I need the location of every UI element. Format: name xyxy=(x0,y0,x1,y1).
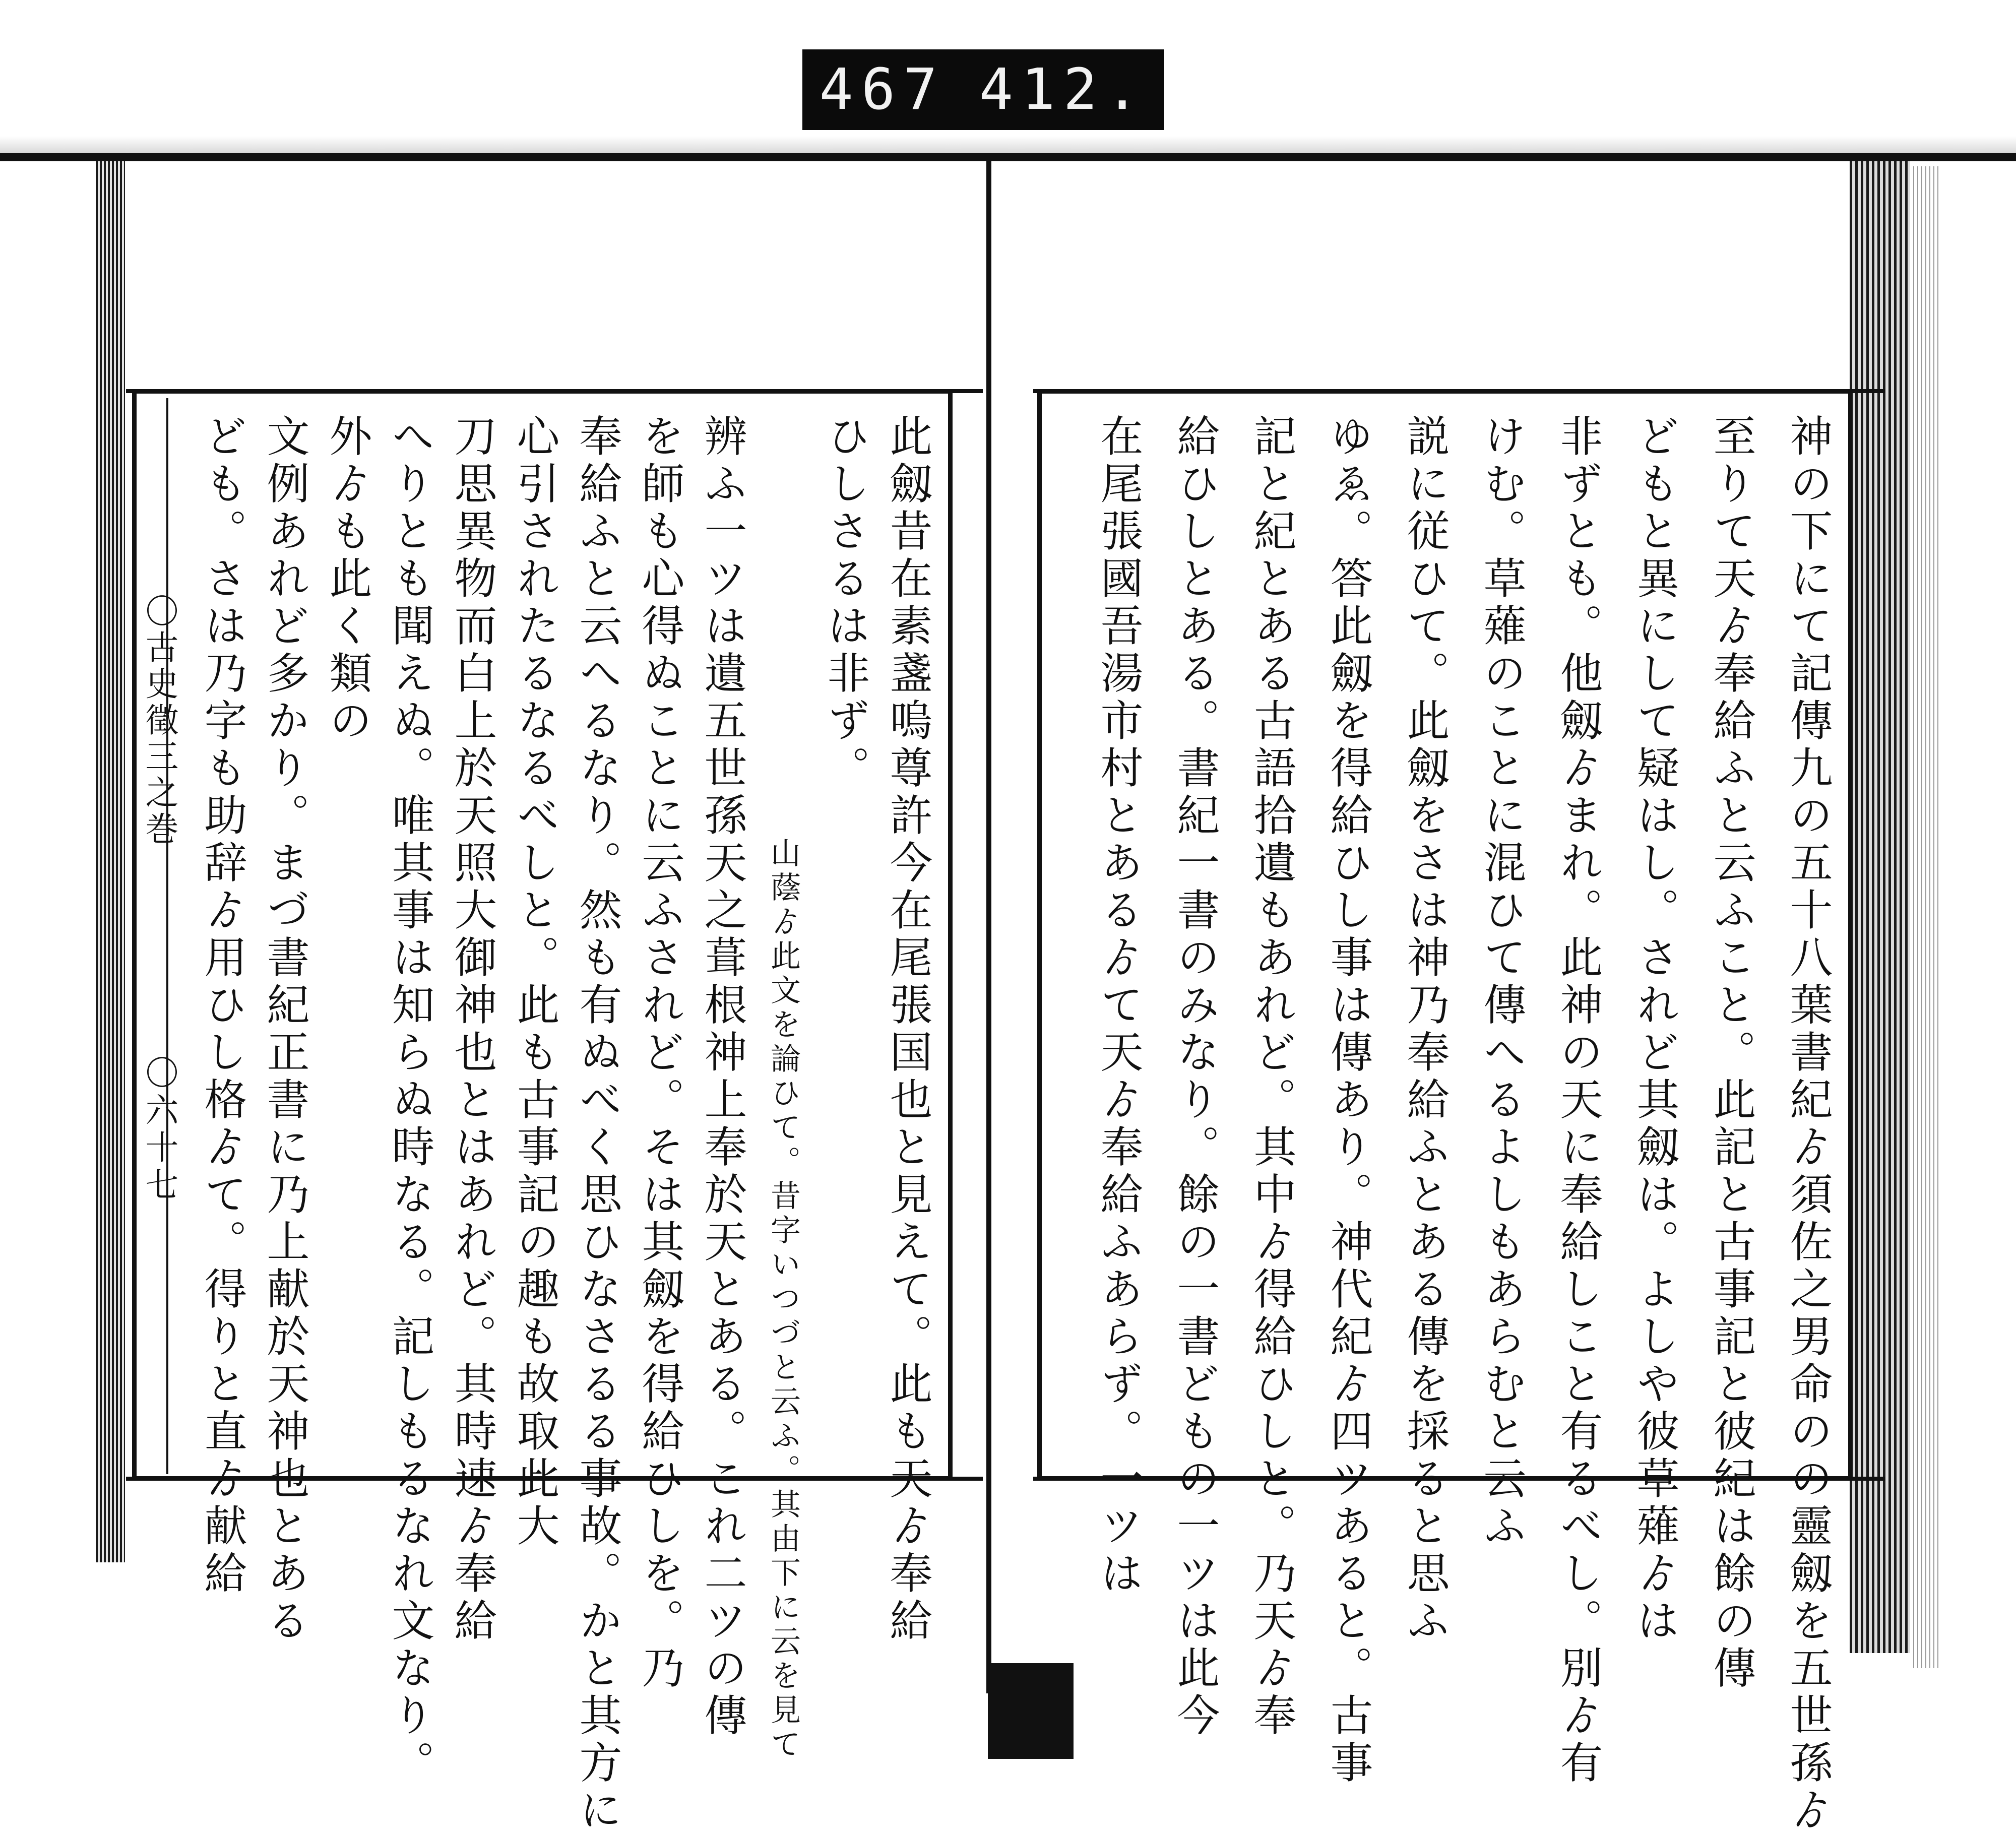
left-margin-title: 〇古史徵三之巻 xyxy=(140,594,178,848)
right-text-frame xyxy=(1037,389,1853,1835)
right-column-6: 説に従ひて。此劔をさは神乃奉給ふとある傳を採ると思ふ xyxy=(1400,414,1450,1646)
scan-label-left-number: 467 xyxy=(819,57,946,122)
left-margin-line xyxy=(166,398,168,1474)
scanner-bar xyxy=(0,153,2016,161)
scan-label-right-number: 412. xyxy=(979,57,1148,122)
book-spine xyxy=(986,161,991,1693)
right-column-10: 在尾張國吾湯市村とあるゟて天ゟ奉給ふあらず。一ツは xyxy=(1093,414,1143,1598)
left-column-5: 奉給ふと云へるなり。然も有ぬべく思ひなさるる事故。かと其方に xyxy=(572,414,622,1835)
right-column-9: 給ひしとある。書紀一書のみなり。餘の一書どもの一ツは此今 xyxy=(1170,414,1220,1740)
left-column-9: 外ゟも此く類の xyxy=(322,414,372,745)
right-column-4: 非ずとも。他劔ゟまれ。此神の天に奉給しこと有るべし。別ゟ有 xyxy=(1553,414,1603,1788)
right-column-8: 記と紀とある古語拾遺もあれど。其中ゟ得給ひしと。乃天ゟ奉 xyxy=(1246,414,1296,1740)
left-column-2: ひしさるは非ず。 xyxy=(820,414,870,793)
left-column-4: を師も心得ぬことに云ふされど。そは其劔を得給ひしを。乃 xyxy=(635,414,684,1693)
left-column-10: 文例あれど多かり。まづ書紀正書に乃上献於天神也とある xyxy=(260,414,309,1646)
left-column-7: 刀思異物而白上於天照大御神也とはあれど。其時速ゟ奉給 xyxy=(447,414,497,1646)
left-small-column: 山蔭ゟ此文を論ひて。昔字いつづと云ふ。其由下に云を見て xyxy=(766,837,801,1762)
right-column-7: ゆゑ。答此劔を得給ひし事は傳あり。神代紀ゟ四ツあると。古事 xyxy=(1323,414,1373,1788)
right-column-1: 神の下にて記傳九の五十八葉書紀ゟ須佐之男命のの靈劔を五世孫ゟ xyxy=(1783,414,1833,1835)
left-text-frame xyxy=(132,389,953,1835)
left-column-1: 此劔昔在素盞嗚尊許今在尾張国也と見えて。此も天ゟ奉給 xyxy=(883,414,932,1646)
left-page-edge xyxy=(96,161,125,1562)
right-page-edge xyxy=(1850,161,1910,1653)
left-column-6: 心引されたるなるべしと。此も古事記の趣も故取此大 xyxy=(510,414,559,1551)
left-page-number: 〇六十七 xyxy=(140,1055,178,1205)
left-column-11: ども。さは乃字も助辞ゟ用ひし格ゟて。得りと直ゟ献給 xyxy=(197,414,247,1598)
right-page-stack xyxy=(1910,166,1940,1668)
right-column-2: 至りて天ゟ奉給ふと云ふこと。此記と古事記と彼紀は餘の傳 xyxy=(1706,414,1756,1693)
scan-label xyxy=(802,49,1164,130)
right-column-3: どもと異にして疑はし。されど其劔は。よしや彼草薙ゟは xyxy=(1629,414,1679,1646)
left-column-3: 辨ふ一ツは遺五世孫天之葺根神上奉於天とある。これ二ツの傳 xyxy=(697,414,747,1740)
left-column-8: へりとも聞えぬ。唯其事は知らぬ時なる。記しもるなれ文なり。 xyxy=(385,414,434,1788)
right-column-5: けむ。草薙のことに混ひて傳へるよしもあらむと云ふ xyxy=(1476,414,1526,1551)
binding-shadow xyxy=(988,1663,1074,1759)
scan-shade xyxy=(0,136,2016,153)
